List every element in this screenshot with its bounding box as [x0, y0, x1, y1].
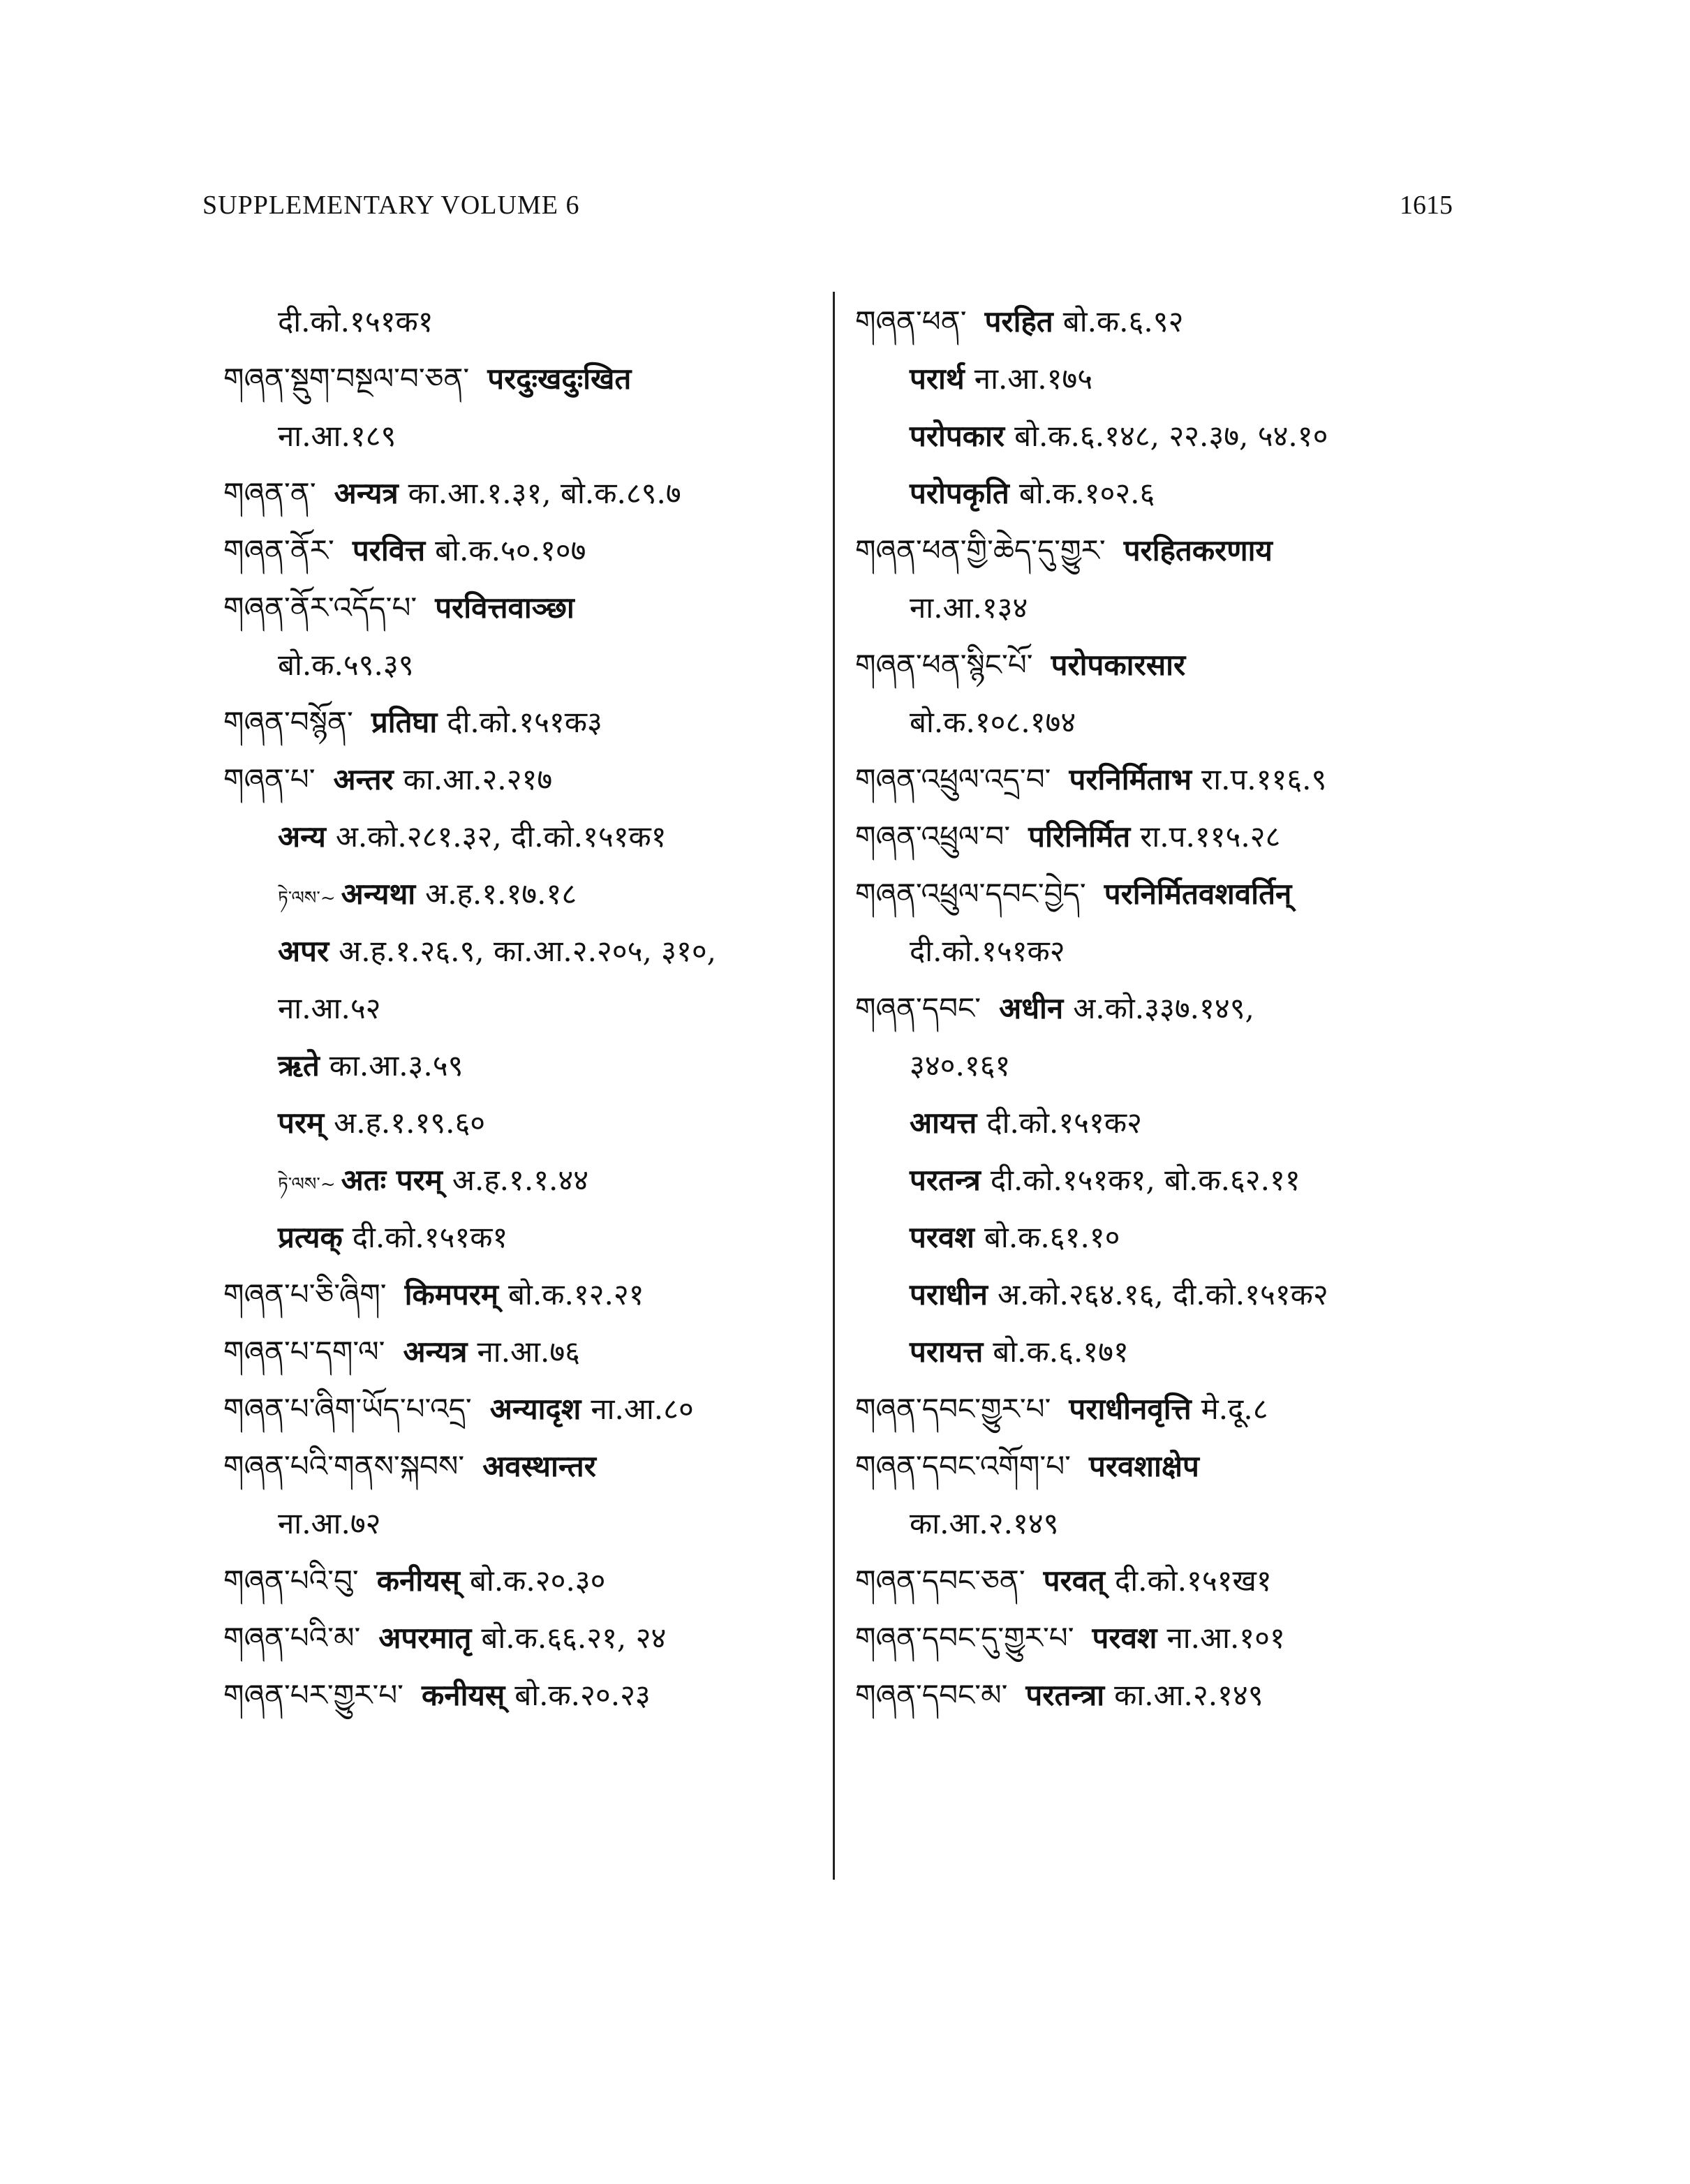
- source-reference: मे.दू.८: [1201, 1392, 1268, 1426]
- dictionary-entry-line: [223, 1037, 831, 1094]
- sanskrit-equivalent: परायत्त: [910, 1335, 984, 1369]
- source-reference: दी.को.१५१क१, बो.क.६२.११: [990, 1163, 1300, 1197]
- source-reference: का.आ.२.२१७: [403, 762, 553, 796]
- tibetan-headword: གཞན་པ་ཞིག་ཡོད་པ་འདྲ་: [223, 1392, 472, 1426]
- dictionary-entry-line: [855, 579, 1469, 637]
- source-reference: दी.को.१५१क३: [447, 705, 602, 739]
- dictionary-entry-line: [855, 1266, 1469, 1323]
- left-column: [223, 293, 831, 1724]
- sanskrit-equivalent: कनीयस्: [422, 1678, 505, 1712]
- dictionary-entry-line: [223, 694, 831, 751]
- source-reference: बो.क.२०.२३: [514, 1678, 651, 1712]
- source-reference: ना.आ.१३४: [910, 590, 1028, 625]
- source-reference: बो.क.६.१७१: [993, 1335, 1129, 1369]
- running-head: SUPPLEMENTARY VOLUME 6: [202, 191, 580, 220]
- sanskrit-equivalent: अन्यत्र: [403, 1335, 468, 1369]
- source-reference: दी.को.१५१क१: [352, 1220, 508, 1254]
- dictionary-entry-line: [855, 866, 1469, 923]
- tibetan-headword: གཞན་ནོར་: [223, 533, 334, 567]
- sanskrit-equivalent: परिनिर्मित: [1028, 819, 1131, 854]
- dictionary-entry-line: [855, 350, 1469, 408]
- dictionary-entry-line: [855, 637, 1469, 694]
- sanskrit-equivalent: कनीयस्: [376, 1563, 460, 1598]
- dictionary-entry-line: [855, 1381, 1469, 1438]
- source-reference: अ.ह.१.१७.१८: [425, 877, 577, 911]
- dictionary-entry-line: [223, 1094, 831, 1152]
- source-reference: अ.ह.१.२६.९, का.आ.२.२०५, ३१०,: [339, 934, 717, 968]
- tibetan-headword: གཞན་དབང་མ་: [855, 1678, 1008, 1712]
- dictionary-entry-line: [223, 1323, 831, 1381]
- source-reference: बो.क.६१.१०: [984, 1220, 1120, 1254]
- sanskrit-equivalent: अपर: [278, 934, 329, 968]
- dictionary-entry-line: [223, 1552, 831, 1610]
- sanskrit-equivalent: आयत्त: [910, 1106, 977, 1140]
- dictionary-entry-line: [855, 1495, 1469, 1552]
- page-number: 1615: [1400, 191, 1453, 220]
- sanskrit-equivalent: ऋते: [278, 1048, 320, 1083]
- source-reference: ना.आ.७२: [278, 1506, 381, 1540]
- source-reference: अ.को.२८१.३२, दी.को.१५१क१: [335, 819, 667, 854]
- source-reference: ना.आ.८०: [591, 1392, 694, 1426]
- source-reference: दी.को.१५१ख१: [1114, 1563, 1272, 1598]
- source-reference: बो.क.१०८.१७४: [910, 705, 1076, 739]
- sanskrit-equivalent: परोपकृति: [910, 476, 1009, 510]
- source-reference: ना.आ.७६: [477, 1335, 580, 1369]
- sanskrit-equivalent: परहित: [984, 304, 1053, 339]
- dictionary-entry-line: [223, 350, 831, 408]
- tibetan-headword: གཞན་སྡུག་བསྔལ་བ་ཅན་: [223, 362, 470, 396]
- sanskrit-equivalent: परदुःखदुःखित: [487, 362, 632, 396]
- source-reference: रा.प.११५.२८: [1140, 819, 1281, 854]
- sanskrit-equivalent: अधीन: [999, 991, 1064, 1025]
- sanskrit-equivalent: परवश: [910, 1220, 974, 1254]
- sanskrit-equivalent: पराधीन: [910, 1277, 988, 1312]
- dictionary-entry-line: [855, 1152, 1469, 1209]
- dictionary-entry-line: [223, 1495, 831, 1552]
- source-reference: बो.क.६६.२१, २४: [481, 1621, 667, 1655]
- sanskrit-equivalent: परवत्: [1043, 1563, 1105, 1598]
- dictionary-entry-line: [223, 465, 831, 522]
- dictionary-entry-line: [855, 923, 1469, 980]
- source-reference: बो.क.६.९२: [1062, 304, 1184, 339]
- dictionary-entry-line: [223, 1610, 831, 1667]
- tibetan-headword: གཞན་ཕན་: [855, 304, 967, 339]
- sanskrit-equivalent: अवस्थान्तर: [482, 1449, 596, 1483]
- source-reference: बो.क.१०२.६: [1018, 476, 1155, 510]
- sanskrit-equivalent: परोपकार: [910, 419, 1005, 453]
- tibetan-headword: གཞན་འཕྲུལ་འདྲ་བ་: [855, 762, 1051, 796]
- tibetan-headword: གཞན་བསྙོན་: [223, 705, 353, 739]
- tibetan-headword: གཞན་དབང་འགོག་པ་: [855, 1449, 1071, 1483]
- tibetan-headword: གཞན་ན་: [223, 476, 316, 510]
- dictionary-entry-line: [223, 923, 831, 980]
- source-reference: ना.आ.१०१: [1166, 1621, 1285, 1655]
- sanskrit-equivalent: परनिर्मितवशवर्तिन्: [1104, 877, 1292, 911]
- dictionary-entry-line: [855, 1610, 1469, 1667]
- dictionary-entry-line: [223, 293, 831, 350]
- source-reference: बो.क.२०.३०: [469, 1563, 606, 1598]
- right-column: [855, 293, 1469, 1724]
- tibetan-headword: གཞན་པ་དག་ལ་: [223, 1335, 385, 1369]
- sanskrit-equivalent: अन्यादृश: [489, 1392, 581, 1426]
- dictionary-entry-line: [223, 1266, 831, 1323]
- dictionary-entry-line: [223, 1667, 831, 1724]
- source-reference: अ.ह.१.१.४४: [452, 1163, 589, 1197]
- dictionary-entry-line: [855, 1323, 1469, 1381]
- dictionary-entry-line: [855, 465, 1469, 522]
- cross-reference-prefix: ཏེ་ལས་~: [278, 888, 336, 909]
- tibetan-headword: གཞན་པའི་གནས་སྐབས་: [223, 1449, 465, 1483]
- tibetan-headword: གཞན་ནོར་འདོད་པ་: [223, 590, 417, 625]
- sanskrit-equivalent: प्रतिघा: [371, 705, 438, 739]
- dictionary-entry-line: [855, 408, 1469, 465]
- dictionary-entry-line: [223, 1381, 831, 1438]
- source-reference: दी.को.१५१क२: [986, 1106, 1142, 1140]
- source-reference: बो.क.५९.३९: [278, 648, 414, 682]
- dictionary-entry-line: [223, 808, 831, 866]
- sanskrit-equivalent: परनिर्मिताभ: [1069, 762, 1192, 796]
- source-reference: ना.आ.१७५: [974, 362, 1093, 396]
- tibetan-headword: གཞན་པའི་བུ་: [223, 1563, 359, 1598]
- sanskrit-equivalent: प्रत्यक्: [278, 1220, 343, 1254]
- dictionary-entry-line: [855, 1552, 1469, 1610]
- dictionary-entry-line: [855, 1094, 1469, 1152]
- dictionary-entry-line: [223, 866, 831, 923]
- dictionary-entry-line: [855, 808, 1469, 866]
- tibetan-headword: གཞན་པར་གྱུར་པ་: [223, 1678, 404, 1712]
- dictionary-entry-line: [855, 1209, 1469, 1266]
- tibetan-headword: གཞན་དབང་: [855, 991, 981, 1025]
- source-reference: दी.को.१५१क२: [910, 934, 1065, 968]
- sanskrit-equivalent: अपरमातृ: [378, 1621, 472, 1655]
- sanskrit-equivalent: परहितकरणाय: [1123, 533, 1273, 567]
- tibetan-headword: གཞན་འཕྲུལ་བ་: [855, 819, 1011, 854]
- sanskrit-equivalent: किमपरम्: [404, 1277, 499, 1312]
- source-reference: का.आ.१.३१, बो.क.८९.७: [408, 476, 681, 510]
- source-reference: का.आ.३.५९: [329, 1048, 464, 1083]
- sanskrit-equivalent: परतन्त्र: [910, 1163, 981, 1197]
- sanskrit-equivalent: परवित्त: [352, 533, 426, 567]
- dictionary-entry-line: [855, 980, 1469, 1037]
- tibetan-headword: གཞན་དབང་དུ་གྱུར་པ་: [855, 1621, 1074, 1655]
- sanskrit-equivalent: अन्यत्र: [334, 476, 399, 510]
- dictionary-entry-line: [223, 408, 831, 465]
- source-reference: ३४०.१६१: [910, 1048, 1011, 1083]
- dictionary-entry-line: [855, 1438, 1469, 1495]
- dictionary-entry-line: [223, 751, 831, 808]
- dictionary-entry-line: [223, 1438, 831, 1495]
- sanskrit-equivalent: अन्यथा: [341, 877, 416, 911]
- tibetan-headword: གཞན་དབང་ཅན་: [855, 1563, 1025, 1598]
- tibetan-headword: གཞན་པ་: [223, 762, 316, 796]
- source-reference: बो.क.१२.२१: [508, 1277, 644, 1312]
- tibetan-headword: གཞན་པ་ཅི་ཞིག་: [223, 1277, 387, 1312]
- cross-reference-prefix: ཏེ་ལས་~: [278, 1174, 336, 1195]
- sanskrit-equivalent: परार्थ: [910, 362, 965, 396]
- sanskrit-equivalent: परवित्तवाञ्छा: [435, 590, 575, 625]
- dictionary-entry-line: [223, 1209, 831, 1266]
- sanskrit-equivalent: परवशाक्षेप: [1089, 1449, 1199, 1483]
- sanskrit-equivalent: पराधीनवृत्ति: [1069, 1392, 1192, 1426]
- source-reference: का.आ.२.१४९: [1114, 1678, 1263, 1712]
- tibetan-headword: གཞན་ཕན་གྱི་ཆེད་དུ་གྱུར་: [855, 533, 1106, 567]
- source-reference: ना.आ.५२: [278, 991, 381, 1025]
- source-reference: अ.को.३३७.१४९,: [1073, 991, 1254, 1025]
- tibetan-headword: གཞན་འཕྲུལ་དབང་བྱེད་: [855, 877, 1086, 911]
- tibetan-headword: གཞན་དབང་གྱུར་པ་: [855, 1392, 1051, 1426]
- sanskrit-equivalent: अतः परम्: [341, 1163, 443, 1197]
- source-reference: अ.ह.१.१९.६०: [334, 1106, 486, 1140]
- dictionary-entry-line: [223, 522, 831, 579]
- dictionary-entry-line: [223, 1152, 831, 1209]
- source-reference: बो.क.६.१४८, २२.३७, ५४.१०: [1014, 419, 1328, 453]
- source-reference: दी.को.१५१क१: [278, 304, 433, 339]
- dictionary-entry-line: [855, 751, 1469, 808]
- dictionary-entry-line: [855, 694, 1469, 751]
- source-reference: अ.को.२६४.१६, दी.को.१५१क२: [997, 1277, 1328, 1312]
- dictionary-entry-line: [855, 293, 1469, 350]
- dictionary-entry-line: [855, 1667, 1469, 1724]
- sanskrit-equivalent: परतन्त्रा: [1025, 1678, 1105, 1712]
- source-reference: रा.प.११६.९: [1201, 762, 1327, 796]
- source-reference: बो.क.५०.१०७: [435, 533, 586, 567]
- dictionary-entry-line: [855, 1037, 1469, 1094]
- sanskrit-equivalent: परवश: [1092, 1621, 1157, 1655]
- source-reference: का.आ.२.१४९: [910, 1506, 1059, 1540]
- dictionary-entry-line: [223, 579, 831, 637]
- dictionary-entry-line: [855, 522, 1469, 579]
- sanskrit-equivalent: परोपकारसार: [1051, 648, 1186, 682]
- tibetan-headword: གཞན་ཕན་སྙིང་པོ་: [855, 648, 1033, 682]
- sanskrit-equivalent: अन्य: [278, 819, 326, 854]
- sanskrit-equivalent: अन्तर: [333, 762, 394, 796]
- dictionary-entry-line: [223, 980, 831, 1037]
- tibetan-headword: གཞན་པའི་མ་: [223, 1621, 361, 1655]
- sanskrit-equivalent: परम्: [278, 1106, 325, 1140]
- source-reference: ना.आ.१८९: [278, 419, 396, 453]
- dictionary-entry-line: [223, 637, 831, 694]
- column-divider: [833, 292, 835, 1880]
